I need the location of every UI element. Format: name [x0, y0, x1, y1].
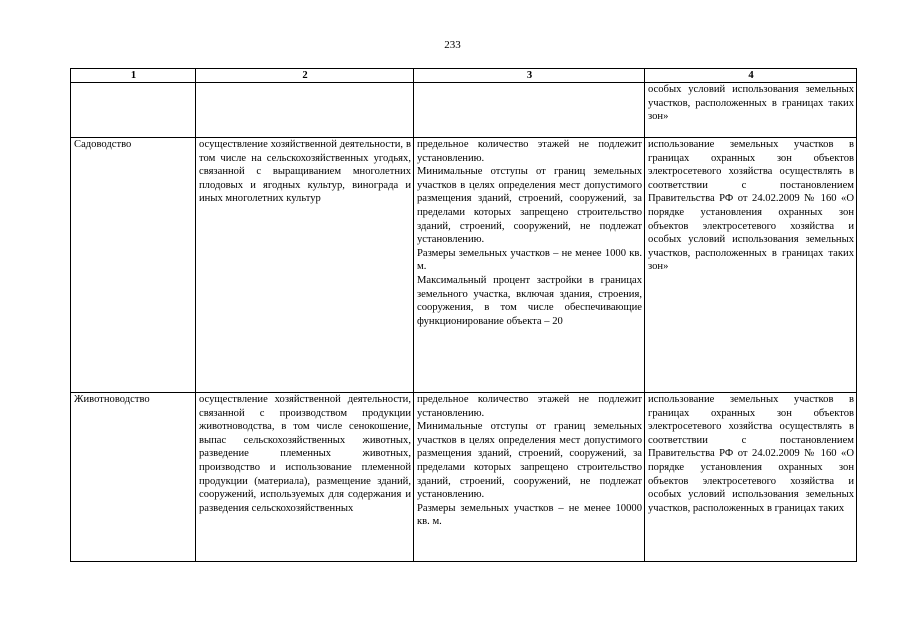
- page-number: 233: [444, 39, 461, 51]
- table-row: [71, 393, 857, 562]
- parameter-plot-size: Размеры земельных участков – не менее 10000 кв. м.: [417, 502, 642, 528]
- parameter-building-coverage: Максимальный процент застройки в границах земельного участка, включая здания, строения, сооружения, в том числе обеспечивающие функционирование объекта – 20: [417, 274, 642, 327]
- continuation-cell-3: [414, 83, 645, 138]
- parameter-plot-size: Размеры земельных участков – не менее 1000 кв. м.: [417, 247, 642, 273]
- parameters-cell: [414, 393, 645, 562]
- restrictions-text: использование земельных участков в границах охранных зон объектов электросетевого хозяйства осуществлять в соответствии с постановлением Правительства РФ от 24.02.2009 № 160 «О порядке установления охранных зон объектов электросетевого хозяйства и особых условий использования земельных участков, расположенных в границах таких: [648, 394, 854, 514]
- table-row: [71, 138, 857, 393]
- land-use-description-cell: [196, 138, 414, 393]
- land-use-description-cell: [196, 393, 414, 562]
- restrictions-cell: [645, 393, 857, 562]
- header-row: [71, 69, 857, 83]
- continuation-cell-1: [71, 83, 196, 138]
- continuation-row: [71, 83, 857, 138]
- continuation-cell-4: [645, 83, 857, 138]
- land-use-description: осуществление хозяйственной деятельности, связанной с производством продукции животноводства, в том числе сенокошение, выпас сельскохозяйственных животных, разведение племенных животных, производство и использование племенной продукции (материала), размещение зданий, сооружений, используемых для содержания и разведения сельскохозяйственных: [199, 394, 411, 514]
- continuation-cell-2: [196, 83, 414, 138]
- parameter-setbacks: Минимальные отступы от границ земельных участков в целях определения мест допустимого размещения зданий, строений, сооружений, за пределами которых запрещено строительство зданий, строений, сооружений, не подлежат установлению.: [417, 166, 642, 246]
- parameters-cell: [414, 138, 645, 393]
- column-header-3: 3: [414, 69, 645, 83]
- column-header-2: 2: [196, 69, 414, 83]
- continuation-text: особых условий использования земельных участков, расположенных в границах таких зон»: [648, 84, 854, 123]
- restrictions-cell: [645, 138, 857, 393]
- land-use-name: Животноводство: [71, 393, 196, 562]
- land-use-table: [70, 68, 857, 562]
- restrictions-text: использование земельных участков в границах охранных зон объектов электросетевого хозяйства осуществлять в соответствии с постановлением Правительства РФ от 24.02.2009 № 160 «О порядке установления охранных зон объектов электросетевого хозяйства и особых условий использования земельных участков, расположенных в границах таких зон»: [648, 139, 854, 273]
- parameter-floors: предельное количество этажей не подлежит установлению.: [417, 394, 642, 419]
- parameter-floors: предельное количество этажей не подлежит установлению.: [417, 139, 642, 164]
- column-header-1: 1: [71, 69, 196, 83]
- land-use-description: осуществление хозяйственной деятельности, в том числе на сельскохозяйственных угодьях, связанной с выращиванием многолетних плодовых и ягодных культур, винограда и иных многолетних культур: [199, 139, 411, 205]
- land-use-name: Садоводство: [71, 138, 196, 393]
- parameter-setbacks: Минимальные отступы от границ земельных участков в целях определения мест допустимого размещения зданий, строений, сооружений, за пределами которых запрещено строительство зданий, строений, сооружений, не подлежат установлению.: [417, 421, 642, 501]
- column-header-4: 4: [645, 69, 857, 83]
